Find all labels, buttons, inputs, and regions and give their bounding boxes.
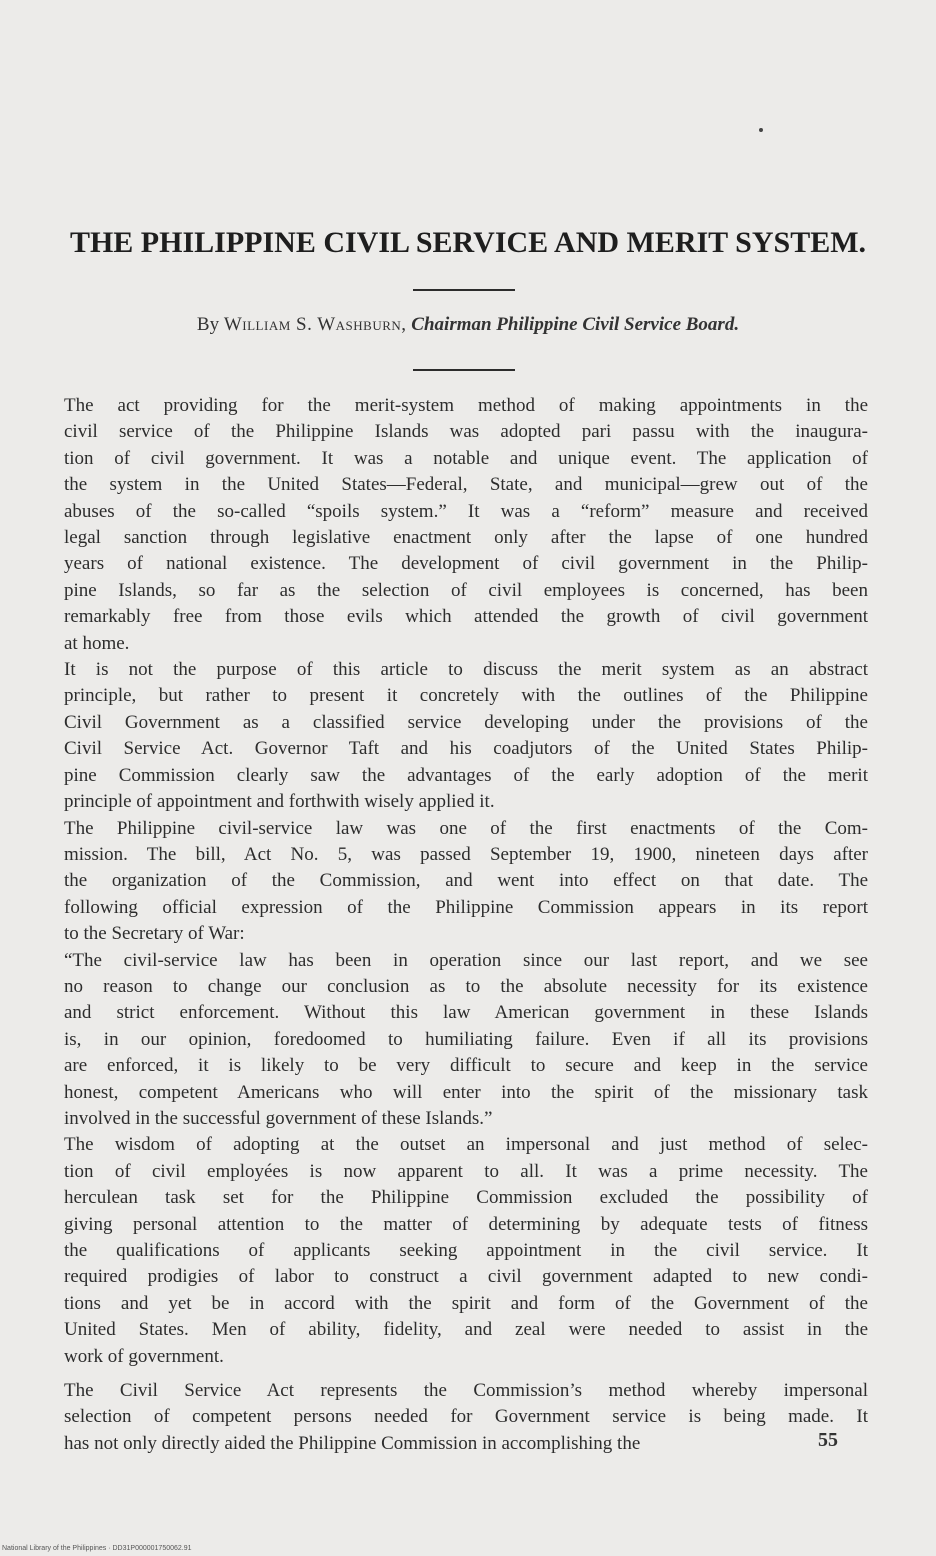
text-line: years of national existence. The development of civil government in the Philip- [64, 553, 868, 575]
byline-author: William S. Washburn, [223, 314, 407, 335]
text-line: the qualifications of applicants seeking appointment in the civil service. It [64, 1240, 868, 1261]
article-body [64, 393, 868, 1457]
text-line: following official expression of the Philippine Commission appears in its report [64, 896, 868, 918]
text-line: Civil Government as a classified service developing under the provisions of the [64, 711, 868, 733]
text-line: The wisdom of adopting at the outset an impersonal and just method of selec- [64, 1134, 868, 1156]
text-line: required prodigies of labor to construct a civil government adapted to new condi- [64, 1266, 868, 1288]
text-line: tions and yet be in accord with the spirit and form of the Government of the [64, 1292, 868, 1314]
paragraph [64, 1132, 868, 1370]
paragraph [64, 948, 868, 1133]
text-line: giving personal attention to the matter of determining by adequate tests of fitness [64, 1213, 868, 1235]
title-rule-bottom [413, 369, 515, 371]
text-line: involved in the successful government of these Islands.” [64, 1107, 493, 1129]
text-line: principle of appointment and forthwith wisely applied it. [64, 791, 495, 813]
text-line: are enforced, it is likely to be very difficult to secure and keep in the service [64, 1055, 868, 1077]
text-line: civil service of the Philippine Islands was adopted pari passu with the inaugura- [64, 421, 868, 443]
text-line: United States. Men of ability, fidelity, and zeal were needed to assist in the [64, 1319, 868, 1341]
text-line: remarkably free from those evils which attended the growth of civil government [64, 606, 868, 628]
text-line: has not only directly aided the Philippine Commission in accomplishing the [64, 1432, 641, 1454]
byline-prefix: By [196, 314, 220, 335]
text-line: at home. [64, 632, 130, 654]
text-line: herculean task set for the Philippine Commission excluded the possibility of [64, 1187, 868, 1209]
text-line: abuses of the so-called “spoils system.” It was a “reform” measure and received [64, 500, 868, 522]
text-line: “The civil-service law has been in operation since our last report, and we see [64, 949, 868, 971]
text-line: no reason to change our conclusion as to the absolute necessity for its existence [64, 975, 868, 997]
text-line: mission. The bill, Act No. 5, was passed September 19, 1900, nineteen days after [64, 843, 868, 865]
text-line: It is not the purpose of this article to discuss the merit system as an abstract [64, 659, 868, 681]
text-line: work of government. [64, 1345, 224, 1367]
text-line: principle, but rather to present it concretely with the outlines of the Philippine [64, 685, 868, 707]
text-line: legal sanction through legislative enactment only after the lapse of one hundred [64, 527, 868, 549]
text-line: the system in the United States—Federal, State, and municipal—grew out of the [64, 474, 868, 496]
scan-speck [759, 128, 763, 132]
paragraph [64, 657, 868, 815]
paragraph [64, 393, 868, 657]
text-line: is, in our opinion, foredoomed to humiliating failure. Even if all its provisions [64, 1028, 868, 1050]
title-rule-top [413, 289, 515, 291]
text-line: tion of civil employées is now apparent to all. It was a prime necessity. The [64, 1160, 868, 1182]
byline [0, 314, 936, 336]
text-line: The Civil Service Act represents the Commission’s method whereby impersonal [64, 1380, 868, 1402]
text-line: The Philippine civil-service law was one of the first enactments of the Com- [64, 817, 868, 839]
text-line: pine Commission clearly saw the advantages of the early adoption of the merit [64, 764, 868, 786]
paragraph [64, 816, 868, 948]
article-title: THE PHILIPPINE CIVIL SERVICE AND MERIT SYSTEM. [69, 226, 867, 259]
page-number: 55 [818, 1429, 838, 1451]
paragraph [64, 1378, 868, 1457]
text-line: The act providing for the merit-system method of making appointments in the [64, 395, 868, 416]
scan-footer: National Library of the Philippines · DD31P000001750062.91 [2, 1545, 192, 1552]
byline-role: Chairman Philippine Civil Service Board. [411, 314, 740, 335]
text-line: and strict enforcement. Without this law American government in these Islands [64, 1002, 868, 1024]
text-line: honest, competent Americans who will enter into the spirit of the missionary task [64, 1081, 868, 1103]
text-line: the organization of the Commission, and went into effect on that date. The [64, 870, 868, 892]
text-line: selection of competent persons needed for Government service is being made. It [64, 1406, 868, 1428]
text-line: to the Secretary of War: [64, 923, 245, 945]
text-line: Civil Service Act. Governor Taft and his coadjutors of the United States Philip- [64, 738, 868, 760]
text-line: pine Islands, so far as the selection of civil employees is concerned, has been [64, 579, 868, 601]
text-line: tion of civil government. It was a notable and unique event. The application of [64, 447, 868, 469]
